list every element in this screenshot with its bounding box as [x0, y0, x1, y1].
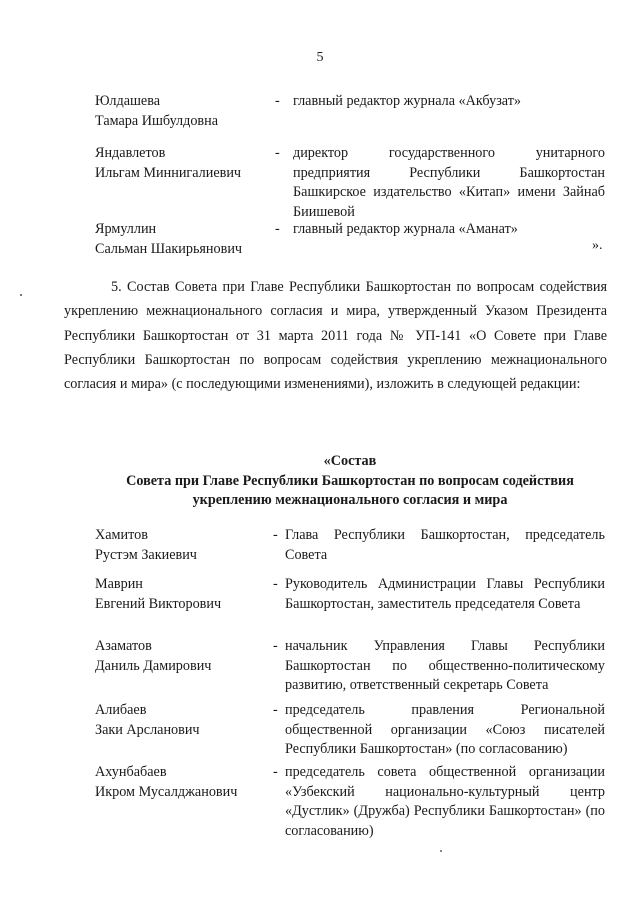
dot-mark	[440, 850, 442, 852]
closing-quote: ».	[592, 238, 603, 253]
member-row	[95, 144, 605, 222]
member-role: Руководитель Администрации Главы Республики Башкортостан, заместитель председателя Совета	[285, 576, 605, 612]
margin-mark	[20, 294, 22, 296]
dash: -	[273, 527, 278, 543]
dash: -	[273, 764, 278, 780]
member-surname: Ахунбабаев	[95, 764, 167, 780]
dash: -	[275, 145, 280, 161]
heading-line-2: Совета при Главе Республики Башкортостан по вопросам содействия	[126, 472, 574, 489]
member-name	[95, 637, 273, 696]
member-row	[95, 526, 605, 565]
member-surname: Яндавлетов	[95, 145, 166, 161]
member-name	[95, 220, 275, 259]
member-role: главный редактор журнала «Аманат»	[293, 221, 518, 237]
dash: -	[273, 638, 278, 654]
member-role: начальник Управления Главы Республики Башкортостан по общественно-политическому развитию, ответственный секретарь Совета	[285, 638, 605, 693]
member-name	[95, 144, 275, 222]
member-role: директор государственного унитарного предприятия Республики Башкортостан Башкирское издательство «Китап» имени Зайнаб Биишевой	[293, 145, 605, 220]
dash: -	[273, 576, 278, 592]
dash: -	[275, 221, 280, 237]
member-given-names: Тамара Ишбулдовна	[95, 112, 219, 129]
member-given-names: Рустэм Закиевич	[95, 546, 197, 563]
member-row	[95, 220, 605, 259]
member-name	[95, 763, 273, 841]
member-surname: Хамитов	[95, 527, 148, 543]
heading-line-3: укреплению межнационального согласия и мира	[192, 492, 508, 508]
member-surname: Азаматов	[95, 638, 152, 654]
member-role: Глава Республики Башкортостан, председатель Совета	[285, 527, 605, 563]
member-surname: Алибаев	[95, 702, 147, 718]
page-number: 5	[316, 50, 324, 65]
dash: -	[275, 93, 280, 109]
member-name	[95, 92, 275, 131]
member-surname: Юлдашева	[95, 93, 161, 109]
heading-line-1: «Состав	[323, 453, 377, 469]
dash: -	[273, 702, 278, 718]
member-given-names: Евгений Викторович	[95, 595, 222, 612]
member-role: председатель совета общественной организации «Узбекский национально-культурный центр «Дустлик» (Дружба) Республики Башкортостан» (по согласованию)	[285, 764, 605, 839]
member-row	[95, 92, 605, 131]
member-row	[95, 637, 605, 696]
member-given-names: Ильгам Миннигалиевич	[95, 164, 242, 181]
member-surname: Маврин	[95, 576, 143, 592]
member-row	[95, 575, 605, 614]
member-role: главный редактор журнала «Акбузат»	[293, 93, 522, 109]
composition-heading	[90, 452, 610, 511]
member-given-names: Сальман Шакирьянович	[95, 240, 243, 257]
member-given-names: Икром Мусалджанович	[95, 783, 238, 800]
body-paragraph: 5. Состав Совета при Главе Республики Башкортостан по вопросам содействия укреплению межнационального согласия и мира, утвержденный Указом Президента Республики Башкортостан от 31 марта 2011 года № УП-141 «О Совете при Главе Республики Башкортостан по вопросам содействия укреплению межнационального согласия и мира» (с последующими изменениями), изложить в следующей редакции:	[64, 279, 607, 393]
member-row	[95, 701, 605, 760]
member-role: председатель правления Региональной общественной организации «Союз писателей Республики Башкортостан» (по согласованию)	[285, 702, 605, 757]
member-surname: Ярмуллин	[95, 221, 157, 237]
member-given-names: Даниль Дамирович	[95, 657, 212, 674]
member-name	[95, 575, 273, 614]
member-row	[95, 763, 605, 841]
member-name	[95, 526, 273, 565]
member-name	[95, 701, 273, 760]
member-given-names: Заки Арсланович	[95, 721, 200, 738]
